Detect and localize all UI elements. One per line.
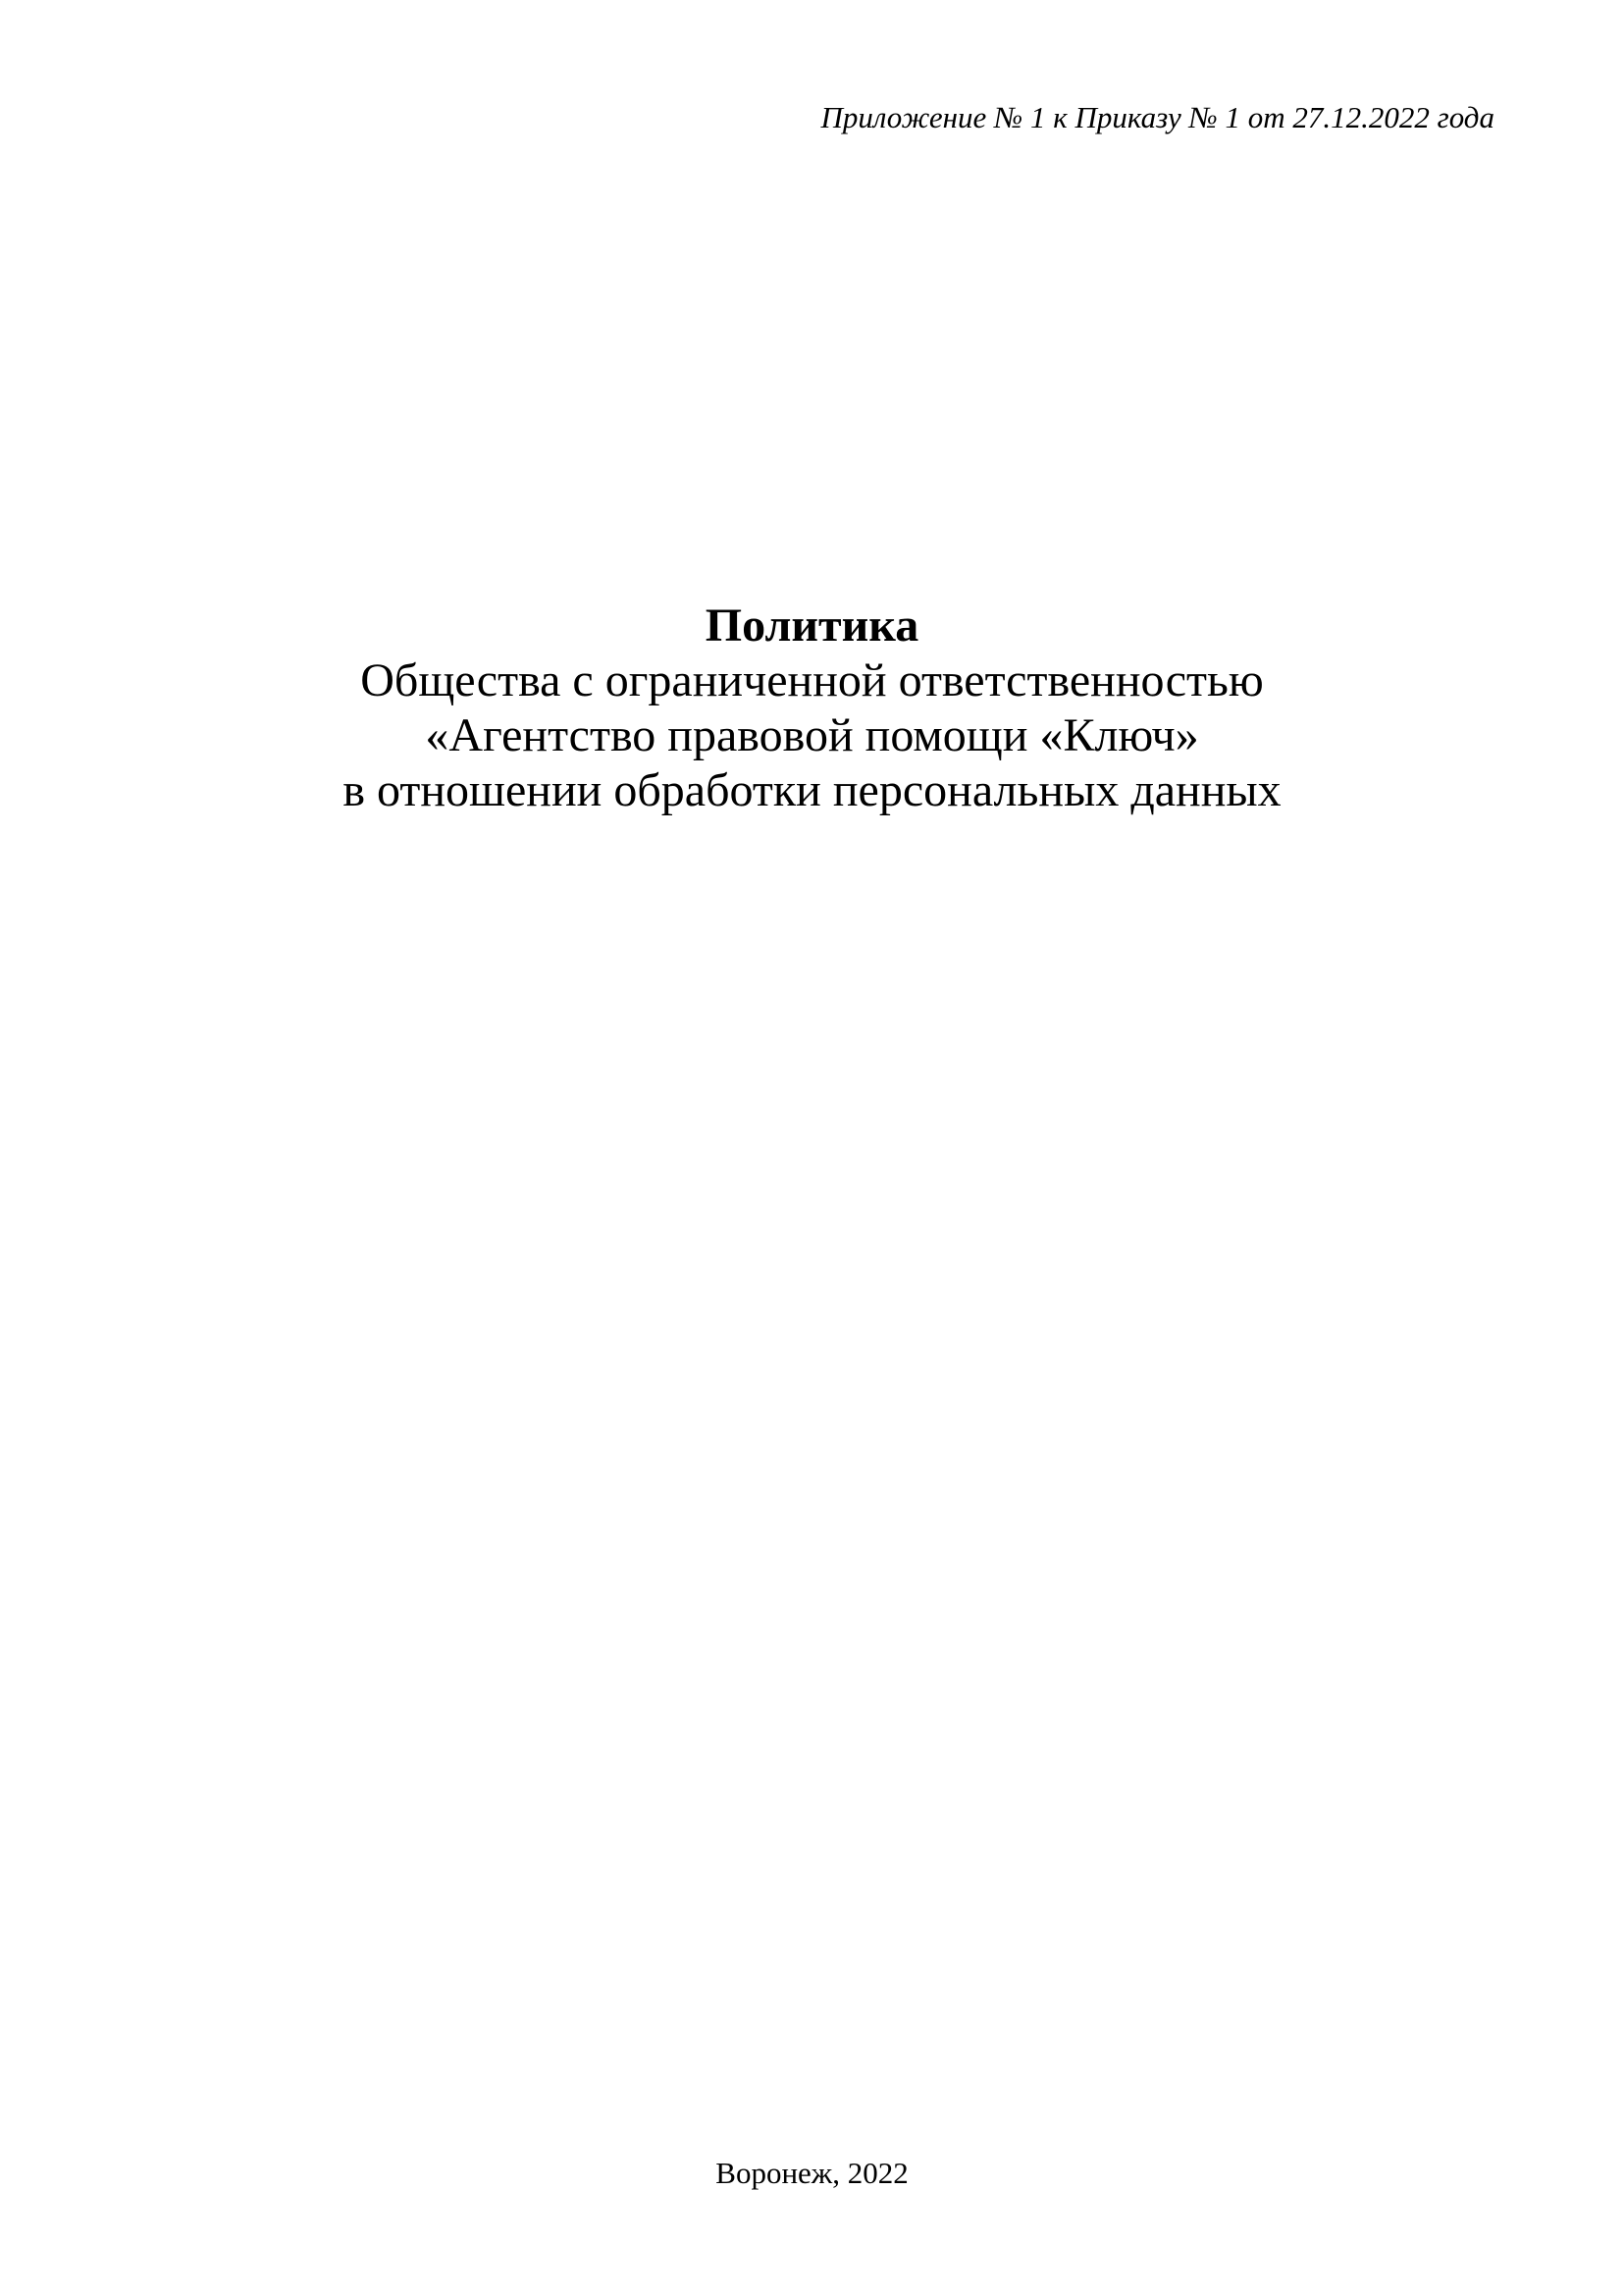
appendix-note: Приложение № 1 к Приказу № 1 от 27.12.2022 года [820, 100, 1494, 134]
subtitle-line-subject: в отношении обработки персональных данных [342, 764, 1282, 816]
title-block [0, 599, 1624, 818]
subtitle-line-organization-type: Общества с ограниченной ответственностью [360, 654, 1264, 706]
subtitle-line-organization-name: «Агентство правовой помощи «Ключ» [425, 709, 1199, 761]
document-title: Политика [705, 600, 919, 652]
place-and-year: Воронеж, 2022 [715, 2156, 909, 2190]
